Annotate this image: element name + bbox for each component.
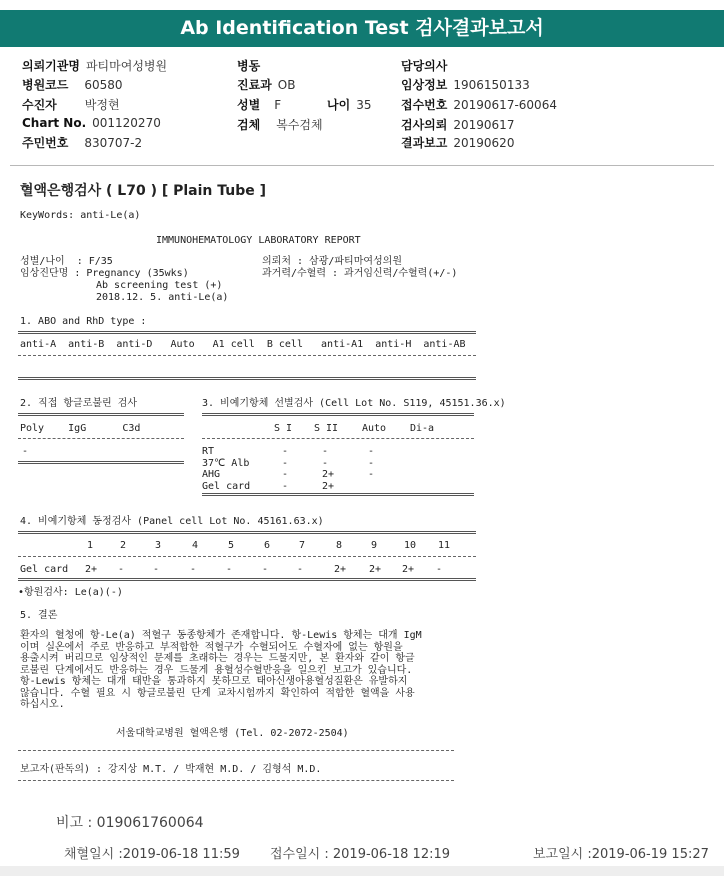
receipt-time: 접수일시 : 2019-06-18 12:19: [270, 847, 451, 862]
screening-label-0: RT: [202, 446, 215, 457]
screening-col-auto: Auto: [362, 423, 387, 434]
screening-auto-1: -: [368, 457, 375, 469]
info-age: 나이 35: [327, 98, 372, 112]
panel-value-8: 2+: [334, 564, 347, 575]
panel-cell-11: 11: [438, 540, 451, 551]
reporter: 보고자(판독의) : 강지상 M.T. / 박재현 M.D. / 김형석 M.D.: [20, 764, 322, 775]
double-rule: [202, 413, 474, 416]
info-specimen: 검체 복수검체: [237, 118, 323, 132]
single-rule: [202, 438, 474, 439]
double-rule: [18, 531, 476, 534]
panel-cell-4: 4: [192, 540, 199, 551]
single-rule: [18, 438, 184, 439]
keywords: KeyWords: anti-Le(a): [20, 210, 141, 221]
screening-title: 3. 비예기항체 선별검사 (Cell Lot No. S119, 45151.36.x): [202, 398, 506, 409]
info-receipt-no: 접수번호 20190617-60064: [401, 98, 557, 112]
screening-col-si: S I: [274, 423, 293, 434]
info-ward: 병동: [237, 59, 261, 73]
screening-col-dia: Di-a: [410, 423, 435, 434]
lab-organization: 서울대학교병원 혈액은행 (Tel. 02-2072-2504): [116, 728, 349, 739]
screening-auto-2: -: [368, 469, 375, 480]
info-recipient: 수진자 박정현: [22, 98, 120, 112]
panel-value-9: 2+: [369, 564, 382, 575]
info-report-date: 결과보고 20190620: [401, 136, 515, 150]
info-doctor: 담당의사: [401, 59, 448, 73]
info-clinical: 임상정보 1906150133: [401, 78, 530, 92]
screening-si-0: -: [282, 446, 289, 457]
info-rrn: 주민번호 830707-2: [22, 136, 143, 150]
panel-cell-3: 3: [155, 540, 162, 551]
abo-rhd-title: 1. ABO and RhD type :: [20, 316, 147, 327]
section-title: 혈액은행검사 ( L70 ) [ Plain Tube ]: [20, 183, 267, 199]
screening-sii-0: -: [322, 446, 329, 457]
clinical-diagnosis: 임상진단명 : Pregnancy (35wks): [20, 268, 189, 279]
bottom-strip: [0, 866, 724, 876]
diagnosis-line-3: 2018.12. 5. anti-Le(a): [96, 292, 229, 303]
panel-value-6: -: [262, 564, 269, 575]
info-dept: 진료과 OB: [237, 78, 296, 92]
title-banner: [0, 10, 724, 47]
screening-col-sii: S II: [314, 423, 339, 434]
info-divider: [10, 165, 714, 166]
single-rule: [18, 355, 476, 356]
info-request-date: 검사의뢰 20190617: [401, 118, 515, 132]
panel-cell-2: 2: [120, 540, 127, 551]
screening-label-2: AHG: [202, 469, 221, 480]
report-time: 보고일시 :2019-06-19 15:27: [533, 847, 709, 862]
panel-value-10: 2+: [402, 564, 415, 575]
double-rule: [202, 493, 474, 496]
dat-title: 2. 직접 항글로불린 검사: [20, 398, 138, 409]
double-rule: [18, 413, 184, 416]
identification-row-label: Gel card: [20, 564, 69, 575]
dat-headers: Poly IgG C3d: [20, 423, 141, 434]
panel-value-2: -: [118, 564, 125, 575]
panel-value-5: -: [226, 564, 233, 575]
screening-si-3: -: [282, 480, 289, 492]
abo-rhd-headers: anti-A anti-B anti-D Auto A1 cell B cell anti-A1 anti-H anti-AB: [20, 339, 466, 350]
panel-value-4: -: [190, 564, 197, 575]
single-rule: [18, 556, 476, 557]
panel-cell-10: 10: [404, 540, 417, 551]
transfusion-history: 과거력/수혈력 : 과거임신력/수혈력(+/-): [262, 268, 458, 279]
screening-sii-2: 2+: [322, 469, 335, 480]
collection-time: 채혈일시 :2019-06-18 11:59: [64, 847, 240, 862]
info-hospital-code: 병원코드 60580: [22, 78, 123, 92]
double-rule: [18, 377, 476, 380]
screening-auto-0: -: [368, 446, 375, 457]
panel-cell-7: 7: [299, 540, 306, 551]
note: 비고 : 019061760064: [56, 815, 204, 831]
panel-cell-8: 8: [336, 540, 343, 551]
diagnosis-line-2: Ab screening test (+): [96, 280, 223, 291]
panel-value-7: -: [297, 564, 304, 575]
patient-sex-age: 성별/나이 : F/35: [20, 256, 113, 267]
screening-sii-3: 2+: [322, 480, 335, 492]
requester: 의뢰처 : 삼광/파티마여성의원: [262, 256, 403, 267]
info-chart-no: Chart No. 001120270: [22, 116, 161, 130]
info-sex: 성별 F: [237, 98, 282, 112]
panel-cell-1: 1: [87, 540, 94, 551]
panel-value-11: -: [436, 564, 443, 575]
screening-sii-1: -: [322, 457, 329, 469]
panel-cell-9: 9: [371, 540, 378, 551]
panel-cell-5: 5: [228, 540, 235, 551]
conclusion-title: 5. 결론: [20, 610, 58, 621]
double-rule: [18, 331, 476, 334]
screening-si-1: -: [282, 457, 289, 469]
antigen-test: •항원검사: Le(a)(-): [18, 587, 123, 598]
lab-report-title: IMMUNOHEMATOLOGY LABORATORY REPORT: [156, 235, 361, 246]
single-rule: [18, 750, 454, 751]
info-hospital: 의뢰기관명 파티마여성병원: [22, 59, 168, 73]
screening-label-1: 37℃ Alb: [202, 457, 250, 469]
panel-cell-6: 6: [264, 540, 271, 551]
screening-si-2: -: [282, 469, 289, 480]
single-rule: [18, 780, 454, 781]
conclusion-text: 환자의 혈청에 항-Le(a) 적혈구 동종항체가 존재합니다. 항-Lewis 항체는 대개 IgM 이며 실온에서 주로 반응하고 부적합한 적혈구가 수혈되어도 수혈자에 없는 항원을 용출시켜 버리므로 임상적인 문제를 초래하는 경우는 드물지만, 본 환자와 같이 항글 로불린 단계에서도 반응하는 경우 드물게 용혈성수혈반응을 일으킨 보고가 있습니다. 항-Lewis 항체는 대개 태반을 통과하지 못하므로 태아신생아용혈성질환은 유발하지 않습니다. 수혈 필요 시 항글로불린 단계 교차시험까지 확인하여 적합한 혈액을 사용 하십시오.: [20, 630, 422, 710]
double-rule: [18, 578, 476, 581]
dat-value: -: [22, 446, 29, 457]
screening-label-3: Gel card: [202, 480, 251, 492]
identification-title: 4. 비예기항체 동정검사 (Panel cell Lot No. 45161.63.x): [20, 516, 324, 527]
panel-value-3: -: [153, 564, 160, 575]
report-title: Ab Identification Test 검사결과보고서: [180, 17, 544, 39]
double-rule: [18, 461, 184, 464]
panel-value-1: 2+: [85, 564, 98, 575]
